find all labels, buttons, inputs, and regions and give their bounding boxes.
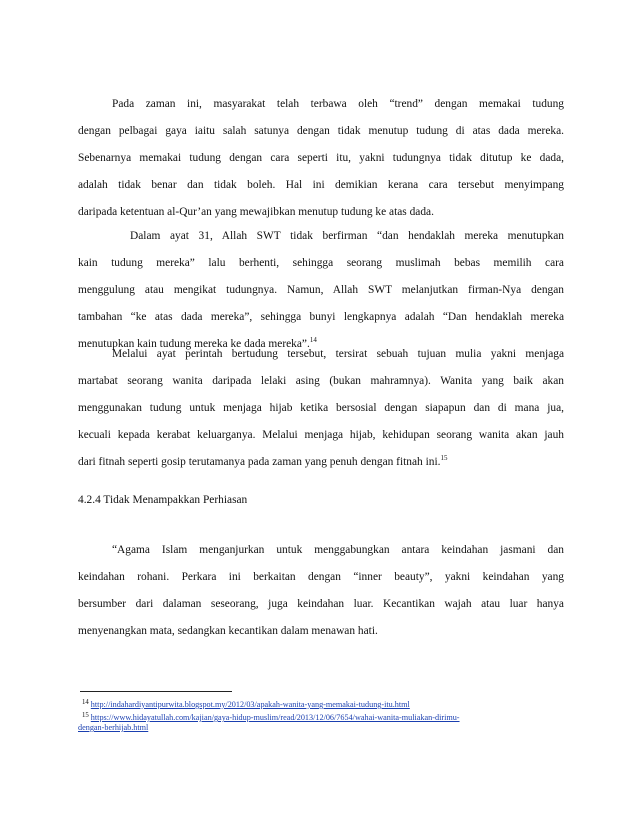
paragraph-line: Dalam ayat 31, Allah SWT tidak berfirman “dan hendaklah mereka menutupkan [130,230,564,242]
footnote-ref: 14 [309,336,317,344]
paragraph-line-text: menutupkan kain tudung mereka ke dada mereka”. [78,338,310,350]
paragraph-line: dengan pelbagai gaya iaitu salah satunya dengan tidak menutup tudung di atas dada mereka. [78,125,564,137]
footnote-number: 15 [82,712,89,719]
footnote-14 [82,697,410,711]
paragraph-line: kecuali kepada kerabat keluarganya. Melalui menjaga hijab, kehidupan seorang wanita akan jauh [78,429,564,441]
paragraph-line: Sebenarnya memakai tudung dengan cara seperti itu, yakni tudungnya tidak ditutup ke dada, [78,152,564,164]
paragraph-line: tambahan “ke atas dada mereka”, sehingga bunyi lengkapnya adalah “Dan hendaklah mereka [78,311,564,323]
footnote-divider [80,691,232,692]
paragraph-line-last [78,449,564,476]
paragraph-1 [78,91,564,226]
paragraph-line: daripada ketentuan al-Qur’an yang mewajibkan menutup tudung ke atas dada. [78,206,434,218]
paragraph-line: menggulung atau mengikat tudungnya. Namun, Allah SWT melanjutkan firman-Nya dengan [78,284,564,296]
footnote-number: 14 [82,699,89,706]
paragraph-line: adalah tidak benar dan tidak boleh. Hal ini demikian kerana cara tersebut menyimpang [78,179,564,191]
footnote-ref: 15 [440,454,448,462]
paragraph-line: menggunakan tudung untuk menjaga hijab ketika bersosial dengan siapapun dan di mana jua, [78,402,564,414]
paragraph-line: kain tudung mereka” lalu berhenti, sehingga seorang muslimah bebas memilih cara [78,257,564,269]
paragraph-line: martabat seorang wanita daripada lelaki asing (bukan mahramnya). Wanita yang baik akan [78,375,564,387]
paragraph-line: menyenangkan mata, sedangkan kecantikan dalam menawan hati. [78,625,378,637]
footnote-15-continued [78,722,148,734]
footnote-link-continued[interactable]: dengan-berhijab.html [78,723,149,732]
paragraph-4 [78,537,564,645]
paragraph-3 [78,341,564,476]
paragraph-line: keindahan rohani. Perkara ini berkaitan dengan “inner beauty”, yakni keindahan yang [78,571,564,583]
paragraph-line: “Agama Islam menganjurkan untuk menggabungkan antara keindahan jasmani dan [112,544,564,556]
footnote-link[interactable]: https://www.hidayatullah.com/kajian/gaya-hidup-muslim/read/2013/12/06/7654/wahai-wanita-muliakan-dirimu- [90,713,460,722]
paragraph-line: Pada zaman ini, masyarakat telah terbawa oleh “trend” dengan memakai tudung [112,98,564,110]
footnote-link[interactable]: http://indahardiyantipurwita.blogspot.my/2012/03/apakah-wanita-yang-memakai-tudung-itu.html [90,700,410,709]
paragraph-line-text: dari fitnah seperti gosip terutamanya pada zaman yang penuh dengan fitnah ini. [78,456,441,468]
paragraph-2 [78,223,564,358]
paragraph-line: Melalui ayat perintah bertudung tersebut, tersirat sebuah tujuan mulia yakni menjaga [112,348,564,360]
paragraph-line: bersumber dari dalaman seseorang, juga keindahan luar. Kecantikan wajah atau luar hanya [78,598,564,610]
section-heading: 4.2.4 Tidak Menampakkan Perhiasan [78,494,248,506]
